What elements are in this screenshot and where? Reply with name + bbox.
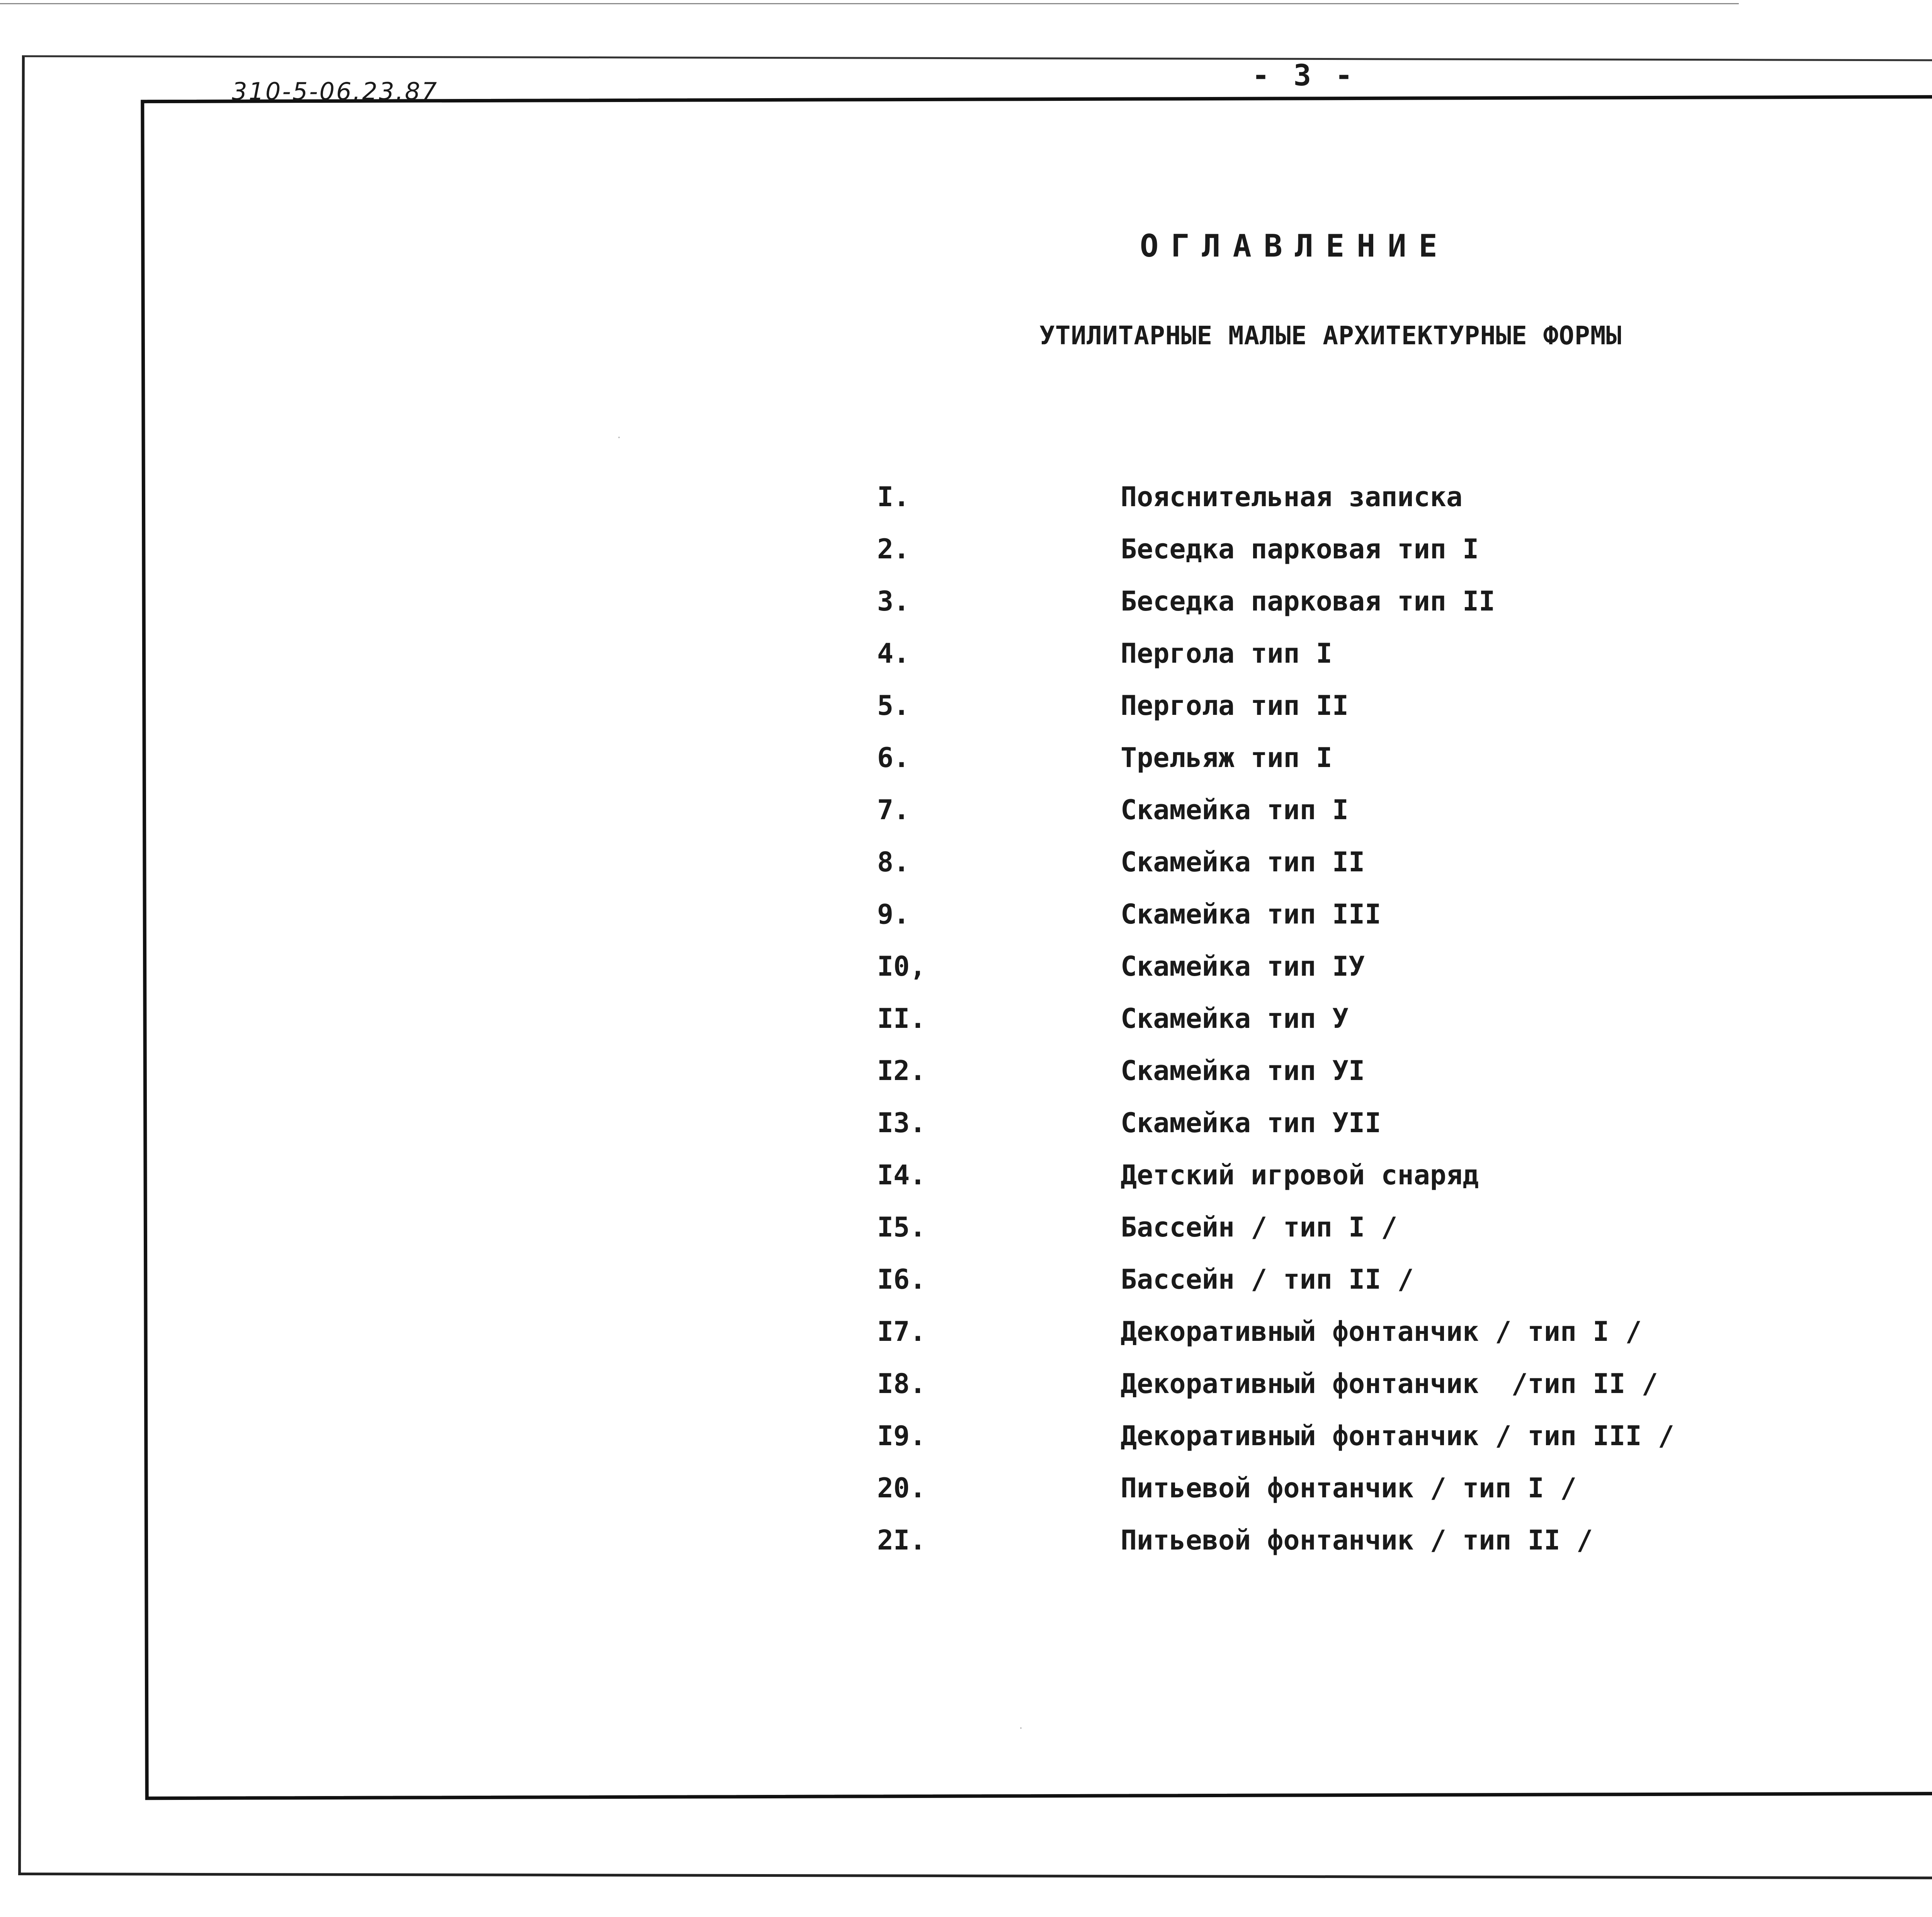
toc-item-title: Детский игровой снаряд: [1121, 1159, 1479, 1191]
toc-item-number: I8.: [877, 1368, 926, 1400]
toc-item-number: 4.: [877, 638, 910, 669]
toc-item-number: I0,: [877, 951, 926, 982]
toc-item-number: II.: [877, 1003, 926, 1034]
toc-item: [877, 690, 1674, 742]
toc-item: [877, 846, 1674, 898]
toc-item-title: Пояснительная записка: [1121, 481, 1463, 513]
toc-item-title: Питьевой фонтанчик / тип I /: [1121, 1472, 1577, 1504]
toc-item-number: 2.: [877, 533, 910, 565]
toc-item: [877, 1159, 1674, 1211]
page-title: ОГЛАВЛЕНИЕ: [1140, 228, 1450, 264]
toc-item-number: 20.: [877, 1472, 926, 1504]
toc-item: [877, 1420, 1674, 1472]
toc-item: [877, 481, 1674, 533]
toc-item-title: Скамейка тип У: [1121, 1003, 1349, 1034]
page-number: - 3 -: [1252, 58, 1356, 92]
toc-item: [877, 1368, 1674, 1420]
toc-item-number: 3.: [877, 585, 910, 617]
toc-item: [877, 1107, 1674, 1159]
document-code: 310-5-06.23.87: [232, 77, 439, 105]
toc-item-title: Скамейка тип I: [1121, 794, 1349, 826]
toc-item: [877, 898, 1674, 951]
toc-item-title: Питьевой фонтанчик / тип II /: [1121, 1524, 1593, 1556]
toc-item-number: 9.: [877, 898, 910, 930]
toc-item: [877, 1524, 1674, 1577]
toc-item: [877, 638, 1674, 690]
toc-item: [877, 533, 1674, 585]
toc-item: [877, 1316, 1674, 1368]
toc-item-title: Скамейка тип УII: [1121, 1107, 1381, 1139]
toc-item: [877, 1211, 1674, 1264]
toc-item-title: Пергола тип I: [1121, 638, 1332, 669]
toc-item-title: Беседка парковая тип II: [1121, 585, 1495, 617]
toc-item: [877, 1472, 1674, 1524]
toc-item-number: I9.: [877, 1420, 926, 1452]
toc-item: [877, 794, 1674, 846]
toc-item-number: 8.: [877, 846, 910, 878]
toc-item: [877, 1055, 1674, 1107]
toc-item-number: I2.: [877, 1055, 926, 1087]
toc-item-title: Декоративный фонтанчик / тип I /: [1121, 1316, 1642, 1347]
toc-item-number: 7.: [877, 794, 910, 826]
toc-item-title: Скамейка тип IУ: [1121, 951, 1365, 982]
toc-item-number: 5.: [877, 690, 910, 721]
toc-item: [877, 585, 1674, 638]
toc-item: [877, 1264, 1674, 1316]
toc-item-title: Пергола тип II: [1121, 690, 1349, 721]
table-of-contents: [877, 481, 1674, 1577]
toc-item-title: Декоративный фонтанчик /тип II /: [1121, 1368, 1658, 1400]
scan-speck: [1020, 1727, 1022, 1729]
toc-item-number: 6.: [877, 742, 910, 774]
toc-item-number: I5.: [877, 1211, 926, 1243]
toc-item-title: Бассейн / тип II /: [1121, 1264, 1414, 1295]
toc-item-number: I.: [877, 481, 910, 513]
section-subtitle: УТИЛИТАРНЫЕ МАЛЫЕ АРХИТЕКТУРНЫЕ ФОРМЫ: [1039, 321, 1622, 350]
toc-item-number: I3.: [877, 1107, 926, 1139]
toc-item-title: Скамейка тип III: [1121, 898, 1381, 930]
toc-item: [877, 951, 1674, 1003]
toc-item: [877, 742, 1674, 794]
toc-item-title: Бассейн / тип I /: [1121, 1211, 1398, 1243]
scan-edge-line: [0, 3, 1739, 4]
toc-item-title: Трельяж тип I: [1121, 742, 1332, 774]
toc-item-title: Скамейка тип II: [1121, 846, 1365, 878]
toc-item-title: Декоративный фонтанчик / тип III /: [1121, 1420, 1674, 1452]
toc-item-title: Беседка парковая тип I: [1121, 533, 1479, 565]
toc-item-number: I6.: [877, 1264, 926, 1295]
scan-speck: [618, 437, 620, 438]
toc-item-number: 2I.: [877, 1524, 926, 1556]
toc-item: [877, 1003, 1674, 1055]
toc-item-number: I4.: [877, 1159, 926, 1191]
toc-item-number: I7.: [877, 1316, 926, 1347]
toc-item-title: Скамейка тип УI: [1121, 1055, 1365, 1087]
